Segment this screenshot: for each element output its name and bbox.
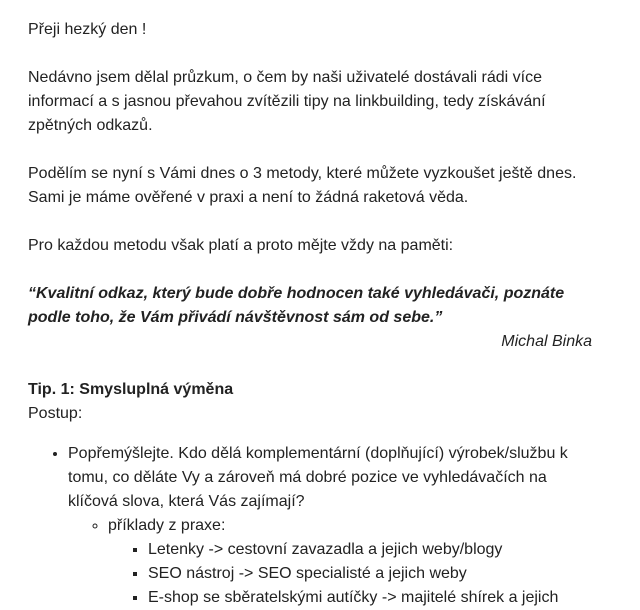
list-item: ▪ Letenky -> cestovní zavazadla a jejich weby/blogy [148,538,592,562]
list-item: ▪ E-shop se sběratelskými autíčky -> majitelé shírek a jejich [148,586,592,610]
quote-text: “Kvalitní odkaz, který bude dobře hodnocen také vyhledávači, poznáte podle toho, že Vám přivádí návštěvnost sám od sebe.” [28,285,565,326]
reminder-paragraph: Pro každou metodu však platí a proto mějte vždy na paměti: [28,237,454,254]
intro-paragraph: Nedávno jsem dělal průzkum, o čem by naši uživatelé dostávali rádi více informací a s jasnou převahou zvítězili tipy na linkbuilding, tedy získávání zpětných odkazů. [28,69,546,134]
methods-paragraph: Podělím se nyní s Vámi dnes o 3 metody, které můžete vyzkoušet ještě dnes. Sami je máme ověřené v praxi a není to žádná raketová věda. [28,165,577,206]
list-item [108,514,592,610]
examples-sublist [108,538,592,610]
quote-author: Michal Binka [501,333,592,350]
tip-1-procedure-label: Postup: [28,405,83,422]
tip-1-steps-list [28,442,592,610]
tip-1-step-text: Popřemýšlejte. Kdo dělá komplementární (doplňující) výrobek/službu k tomu, co děláte Vy a zároveň má dobré pozice ve vyhledávačích na klíčová slova, která Vás zajímají? [68,445,568,510]
greeting-text: Přeji hezký den ! [28,21,147,38]
list-item [68,442,592,610]
examples-label: příklady z praxe: [108,517,226,534]
examples-list [68,514,592,610]
tip-1-heading: Tip. 1: Smysluplná výměna [28,381,234,398]
list-item: ▪ SEO nástroj -> SEO specialisté a jejich weby [148,562,592,586]
